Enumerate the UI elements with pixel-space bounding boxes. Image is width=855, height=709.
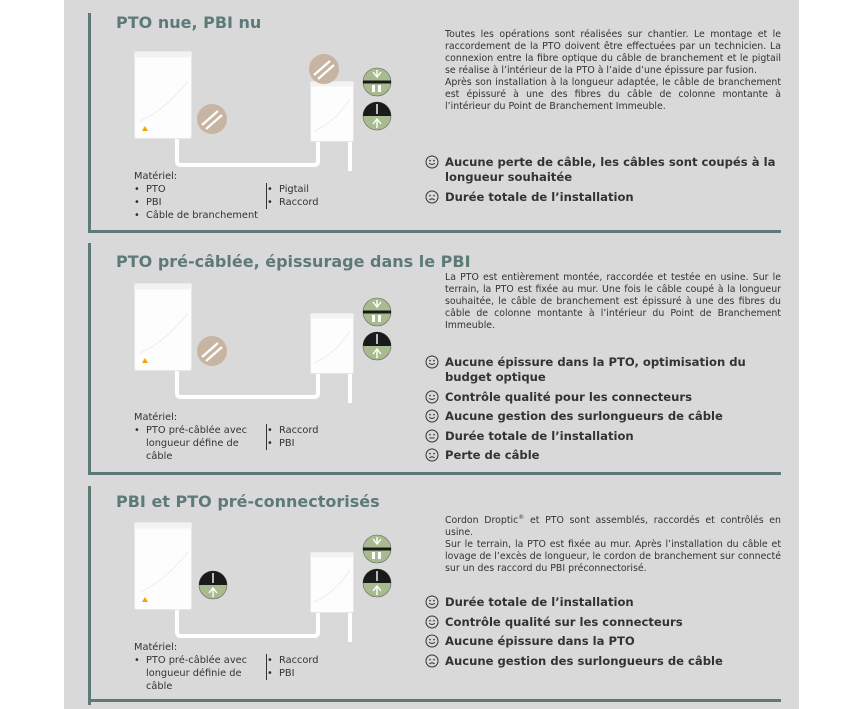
splice-icon [309, 54, 339, 84]
installation-diagram [134, 522, 394, 642]
advantage-item: Aucune épissure dans la PTO [425, 634, 781, 649]
material-item: • PTO pré-câblée avec longueur définie de câble [134, 654, 266, 693]
section-divider-vertical [88, 243, 91, 475]
material-item: • PTO pré-câblée avec longueur défine de câble [134, 424, 261, 463]
smiley-sad-icon [425, 190, 439, 204]
smiley-happy-icon [425, 595, 439, 609]
advantage-item: Contrôle qualité pour les connecteurs [425, 390, 781, 405]
section-title: PTO pré-câblée, épissurage dans le PBI [116, 252, 471, 271]
connector-down-icon [363, 68, 391, 96]
material-item: • Pigtail [267, 183, 318, 196]
section-description [445, 512, 781, 575]
installation-diagram [134, 51, 394, 171]
description-paragraph: La PTO est entièrement montée, raccordée et testée en usine. Sur le terrain, la PTO est fixée au mur. Une fois le câble coupé à la longueur souhaitée, le câble de branchement est épissuré à une des fibres du câble de colonne montante à l’intérieur du Point de Branchement Immeuble. [445, 272, 781, 331]
smiley-neutral-icon [425, 429, 439, 443]
advantages-list [425, 595, 781, 673]
connector-up-icon [199, 571, 227, 599]
material-item: • PBI [134, 196, 266, 209]
installation-diagram [134, 283, 394, 403]
material-list [134, 170, 318, 222]
section-pto-pre-cablee [88, 243, 781, 475]
connector-up-icon [363, 102, 391, 130]
description-paragraph: Cordon Droptic® et PTO sont assemblés, raccordés et contrôlés en usine. [445, 514, 781, 539]
smiley-happy-icon [425, 390, 439, 404]
advantage-item: Aucune épissure dans la PTO, optimisation du budget optique [425, 355, 781, 385]
connector-down-icon [363, 298, 391, 326]
advantages-list [425, 355, 781, 468]
advantage-item: Durée totale de l’installation [425, 595, 781, 610]
material-item: • Câble de branchement [134, 209, 266, 222]
smiley-sad-icon [425, 448, 439, 462]
section-title: PTO nue, PBI nu [116, 13, 262, 32]
section-description [445, 272, 781, 332]
connector-up-icon [363, 332, 391, 360]
pbi-box-icon [311, 314, 354, 374]
advantage-item: Contrôle qualité sur les connecteurs [425, 615, 781, 630]
section-divider-horizontal [88, 472, 781, 475]
smiley-happy-icon [425, 355, 439, 369]
section-divider-horizontal [88, 230, 781, 233]
connector-up-icon [363, 569, 391, 597]
material-label: Matériel: [134, 642, 178, 653]
smiley-sad-icon [425, 654, 439, 668]
pbi-box-icon [311, 553, 354, 613]
description-paragraph: Sur le terrain, la PTO est fixée au mur. Après l’installation du câble et lovage de l’excès de longueur, le cordon de branchement sur connecté sur un des raccord du PBI préconnectorisé. [445, 539, 781, 575]
smiley-happy-icon [425, 409, 439, 423]
material-item: • Raccord [267, 654, 318, 667]
material-list [134, 411, 318, 463]
material-item: • Raccord [267, 196, 318, 209]
smiley-happy-icon [425, 634, 439, 648]
advantage-item: Perte de câble [425, 448, 781, 463]
advantage-item: Durée totale de l’installation [425, 429, 781, 444]
pto-box-icon [135, 523, 192, 610]
smiley-happy-icon [425, 155, 439, 169]
advantage-item: Aucune gestion des surlongueurs de câble [425, 654, 781, 669]
material-item: • PBI [267, 437, 318, 450]
material-item: • PTO [134, 183, 266, 196]
description-paragraph: Toutes les opérations sont réalisées sur chantier. Le montage et le raccordement de la PTO doivent être effectuées par un technicien. La connexion entre la fibre optique du câble de branchement et le pigtail se réalise à l’intérieur de la PTO à l’aide d’une épissure par fusion. [445, 29, 781, 76]
advantage-item: Durée totale de l’installation [425, 190, 781, 205]
connector-down-icon [363, 535, 391, 563]
section-pto-nue [88, 13, 781, 233]
smiley-happy-icon [425, 615, 439, 629]
material-label: Matériel: [134, 412, 178, 423]
section-divider-vertical [88, 13, 91, 233]
pto-box-icon [135, 52, 192, 139]
section-pbi-pto-pre-connectorises [88, 486, 781, 705]
section-divider-vertical [88, 486, 91, 705]
material-list [134, 641, 318, 693]
section-divider-horizontal [88, 699, 781, 702]
advantage-item: Aucune perte de câble, les câbles sont coupés à la longueur souhaitée [425, 155, 781, 185]
advantage-item: Aucune gestion des surlongueurs de câble [425, 409, 781, 424]
splice-icon [197, 336, 227, 366]
advantages-list [425, 155, 781, 209]
section-title: PBI et PTO pré-connectorisés [116, 492, 380, 511]
section-description [445, 29, 781, 113]
material-item: • PBI [267, 667, 318, 680]
material-item: • Raccord [267, 424, 318, 437]
splice-icon [197, 104, 227, 134]
pto-box-icon [135, 284, 192, 371]
description-paragraph: Après son installation à la longueur adaptée, le câble de branchement est épissuré à une des fibres du câble de colonne montante à l’intérieur du Point de Branchement Immeuble. [445, 77, 781, 112]
material-label: Matériel: [134, 171, 178, 182]
pbi-box-icon [311, 82, 354, 142]
